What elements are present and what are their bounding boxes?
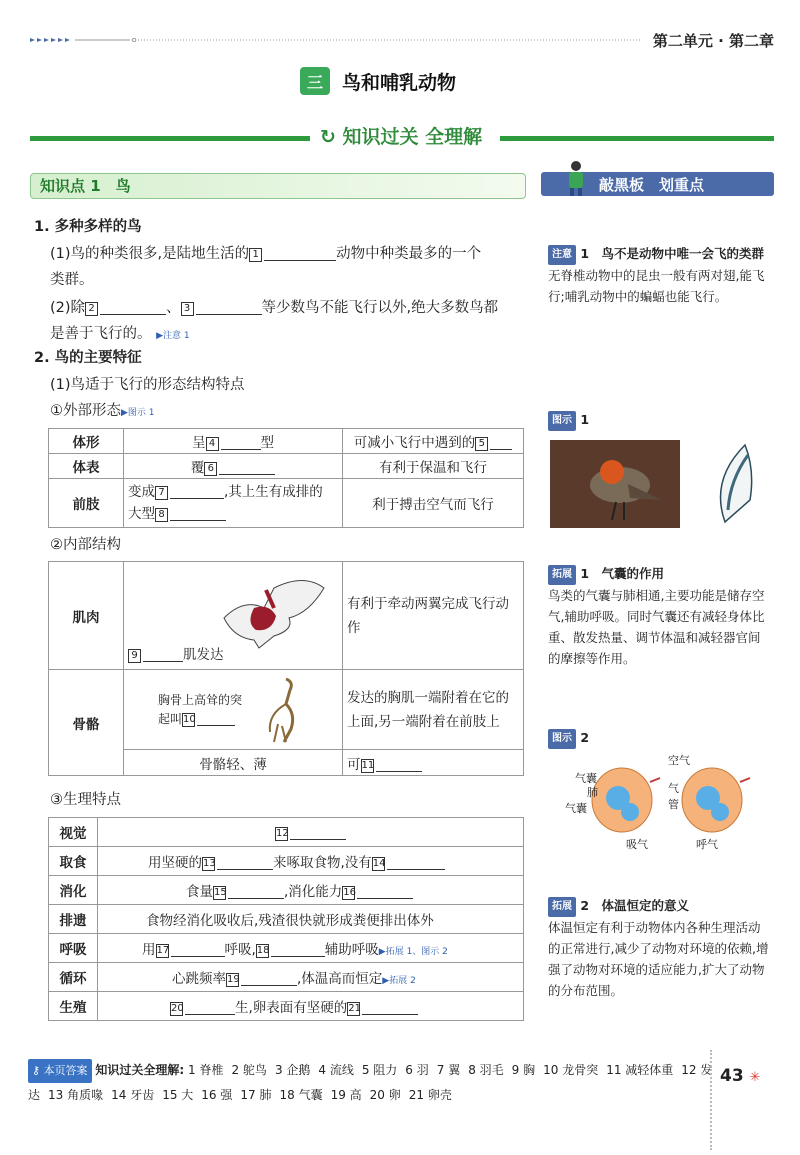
cell-text: 呈 <box>192 435 206 451</box>
label-lung: 肺 <box>587 786 598 799</box>
ext2-text: 体温恒定有利于动物体内各种生理活动的正常进行,减少了动物对环境的依赖,增强了动物对环境的适应能力,扩大了动物的分布范围。 <box>548 920 769 998</box>
table-row <box>49 847 524 876</box>
s1-text-f: 是善于飞行的。 <box>50 326 152 342</box>
answer-item: 3 企鹅 <box>274 1063 311 1077</box>
label-trachea-1: 气 <box>668 782 679 795</box>
answer-blank[interactable] <box>170 504 226 521</box>
row-header: 体形 <box>49 429 124 454</box>
table-cell <box>124 670 343 750</box>
ext1-text: 鸟类的气囊与肺相通,主要功能是储存空气,辅助呼吸。同时气囊还有减轻身体比重、散发热量、调节体温和减轻器官间的摩擦等作用。 <box>548 588 765 666</box>
banner-title-text: 知识过关 全理解 <box>342 126 483 148</box>
cell-text: 来啄取食物,没有 <box>273 855 372 871</box>
blank-num: 17 <box>156 945 170 956</box>
skeleton-label <box>158 692 242 728</box>
blank-num: 19 <box>227 974 240 985</box>
cell-text: 用 <box>142 942 156 958</box>
blank-num: 21 <box>348 1003 362 1014</box>
s1-line1 <box>50 241 481 267</box>
blank-num: 4 <box>206 437 219 451</box>
answer-item: 1 脊椎 <box>188 1063 224 1077</box>
answer-item: 20 卵 <box>369 1088 401 1102</box>
lesson-title-row <box>300 64 456 98</box>
robin-photo <box>550 440 768 530</box>
cell-text: 心跳频率 <box>172 971 226 987</box>
blank-num: 15 <box>214 887 227 898</box>
answer-item: 12 发达 <box>28 1063 713 1102</box>
sidebar-extension-1 <box>548 564 770 669</box>
s1-text-a: (1)鸟的种类很多,是陆地生活的 <box>50 246 250 262</box>
blank-num: 13 <box>203 858 216 869</box>
answer-item: 4 流线 <box>318 1063 354 1077</box>
table-cell: 发达的胸肌一端附着在它的上面,另一端附着在前肢上 <box>343 670 524 750</box>
row-header: 肌肉 <box>49 562 124 670</box>
answer-lead: 知识过关全理解: <box>95 1063 185 1077</box>
section2-title: 2. 鸟的主要特征 <box>34 350 142 366</box>
table-cell: 有利于保温和飞行 <box>343 454 524 479</box>
answer-tag-text: 本页答案 <box>43 1064 88 1077</box>
answer-blank[interactable] <box>221 433 261 450</box>
answer-item: 7 翼 <box>436 1063 461 1077</box>
s1-text-d: 、 <box>166 300 181 316</box>
answer-item: 15 大 <box>162 1088 194 1102</box>
note-tag: 注意 <box>548 245 576 265</box>
s2-int-title: ②内部结构 <box>50 537 121 553</box>
table-cell: 骨骼轻、薄 <box>124 750 343 776</box>
blank-num: 9 <box>128 649 141 663</box>
answer-item: 6 羽 <box>405 1063 429 1077</box>
table-cell <box>343 429 524 454</box>
table-cell <box>98 963 524 992</box>
answer-blank[interactable] <box>490 433 512 450</box>
banner-title <box>310 122 492 149</box>
table-row <box>49 818 524 847</box>
table-row <box>49 963 524 992</box>
table-row <box>49 876 524 905</box>
answer-item: 13 角质喙 <box>48 1088 104 1102</box>
cell-text: 呼吸, <box>224 942 256 958</box>
answer-key-tag <box>28 1059 92 1083</box>
figure1-label <box>548 410 589 431</box>
air-sac-diagram <box>560 752 760 852</box>
blank-num: 5 <box>475 437 488 451</box>
label-inhale: 吸气 <box>626 838 648 851</box>
answer-item: 10 龙骨突 <box>543 1063 599 1077</box>
banner-line-right <box>500 136 774 141</box>
note1-title-text: 1 鸟不是动物中唯一会飞的类群 <box>580 246 765 261</box>
table-cell <box>124 454 343 479</box>
ext1-title <box>548 564 770 585</box>
header-dots <box>30 38 640 42</box>
cell-text: 变成 <box>128 484 155 500</box>
cell-text: 胸骨上高耸的突 <box>158 693 243 707</box>
answer-blank[interactable] <box>217 853 273 870</box>
row-header: 前肢 <box>49 479 124 528</box>
answer-item: 8 羽毛 <box>468 1063 504 1077</box>
answer-blank[interactable] <box>271 940 325 957</box>
s1-text-e: 等少数鸟不能飞行以外,绝大多数鸟都 <box>261 300 499 316</box>
blank-num: 8 <box>155 508 168 522</box>
answer-blank[interactable] <box>100 298 166 315</box>
cell-text: 食量 <box>186 884 213 900</box>
cell-text: 型 <box>260 435 274 451</box>
muscle-label-row <box>128 643 338 663</box>
answer-item: 9 胸 <box>511 1063 536 1077</box>
answer-blank[interactable] <box>196 298 262 315</box>
section1-title: 1. 多种多样的鸟 <box>34 219 142 235</box>
cell-text: 可 <box>347 756 361 773</box>
note1-text: 无脊椎动物中的昆虫一般有两对翅,能飞行;哺乳动物中的蝙蝠也能飞行。 <box>548 268 765 304</box>
refresh-icon: ↻ <box>320 126 336 148</box>
table-cell <box>98 934 524 963</box>
sun-icon: ✳ <box>749 1070 761 1085</box>
blank-num: 3 <box>181 302 194 316</box>
ext2-title <box>548 896 770 917</box>
answer-item: 16 强 <box>201 1088 233 1102</box>
table-row <box>49 562 524 670</box>
answer-blank[interactable] <box>264 244 336 261</box>
table-cell: 食物经消化吸收后,残渣很快就形成粪便排出体外 <box>98 905 524 934</box>
blank-num: 16 <box>343 887 357 898</box>
blank-num: 11 <box>361 759 375 771</box>
table-row <box>49 992 524 1021</box>
label-trachea-2: 管 <box>668 798 679 811</box>
table-cell: 有利于牵动两翼完成飞行动作 <box>343 562 524 670</box>
blank-num: 7 <box>155 486 168 500</box>
table-cell <box>98 992 524 1021</box>
answer-item: 14 牙齿 <box>111 1088 155 1102</box>
label-air: 空气 <box>668 754 690 767</box>
figure-num: 2 <box>580 730 590 745</box>
answer-item: 11 减轻体重 <box>606 1063 674 1077</box>
row-header: 排遗 <box>49 905 98 934</box>
answer-item: 2 鸵鸟 <box>231 1063 267 1077</box>
blank-num: 18 <box>256 945 270 956</box>
answer-blank[interactable] <box>290 823 346 840</box>
answer-blank[interactable] <box>171 940 225 957</box>
row-header: 骨骼 <box>49 670 124 776</box>
key-icon: ⚷ <box>32 1064 41 1077</box>
blank-num: 1 <box>249 248 262 262</box>
cell-text: ,消化能力 <box>284 884 343 900</box>
lesson-badge: 三 <box>300 67 330 95</box>
table-cell <box>343 750 524 776</box>
ref-figure[interactable]: ▶图示 1 <box>121 408 155 418</box>
figure-num: 1 <box>580 412 590 427</box>
cell-text: 用坚硬的 <box>148 855 202 871</box>
row-header: 取食 <box>49 847 98 876</box>
external-morphology-table <box>48 428 524 528</box>
answer-blank[interactable] <box>197 709 235 726</box>
answer-key <box>28 1058 720 1107</box>
bird-skeleton-illustration <box>256 674 306 744</box>
row-header: 呼吸 <box>49 934 98 963</box>
table-cell <box>98 818 524 847</box>
cell-text: 辅助呼吸 <box>324 942 379 958</box>
table-row <box>49 670 524 750</box>
sidebar-note-1 <box>548 244 770 307</box>
table-cell <box>124 429 343 454</box>
figure-tag: 图示 <box>548 411 576 431</box>
answer-blank[interactable] <box>241 969 297 986</box>
row-header: 生殖 <box>49 992 98 1021</box>
table-cell <box>98 876 524 905</box>
note1-title <box>548 244 770 265</box>
row-header: 体表 <box>49 454 124 479</box>
extension-tag: 拓展 <box>548 565 576 585</box>
lesson-title: 鸟和哺乳动物 <box>342 71 457 94</box>
corner-divider <box>710 1050 713 1150</box>
table-row <box>49 429 524 454</box>
ext-title-text: ①外部形态 <box>50 403 121 419</box>
physiology-table <box>48 817 524 1021</box>
internal-structure-table <box>48 561 524 776</box>
cell-text: 可减小飞行中遇到的 <box>353 435 476 451</box>
cell-text: ,体温高而恒定 <box>297 971 383 987</box>
answer-blank[interactable] <box>228 882 284 899</box>
teacher-icon <box>565 160 587 196</box>
answer-item: 18 气囊 <box>279 1088 323 1102</box>
label-exhale: 呼气 <box>696 838 718 851</box>
banner-line-left <box>30 136 320 141</box>
cell-text: ,其上生有成排的 <box>224 484 323 500</box>
sidebar-extension-2 <box>548 896 770 1001</box>
cell-text: 覆 <box>190 460 205 476</box>
ref-note[interactable]: ▶注意 1 <box>156 331 190 341</box>
row-header: 消化 <box>49 876 98 905</box>
table-cell <box>124 479 343 528</box>
label-air-sac-2: 气囊 <box>565 802 587 815</box>
table-row <box>49 905 524 934</box>
page-number-text: 43 <box>720 1066 744 1086</box>
blank-num: 12 <box>276 828 289 839</box>
ext1-title-text: 1 气囊的作用 <box>580 566 665 581</box>
page-number <box>720 1066 761 1086</box>
s2-ext-title <box>50 398 155 426</box>
blank-num: 10 <box>183 714 196 725</box>
blank-num: 2 <box>85 302 98 316</box>
answer-item: 5 阻力 <box>361 1063 398 1077</box>
cell-text: 生,卵表面有坚硬的 <box>235 1000 348 1016</box>
extension-tag: 拓展 <box>548 897 576 917</box>
answer-blank[interactable] <box>362 998 418 1015</box>
s1-text-b: 动物中种类最多的一个 <box>336 246 482 262</box>
sidebar-header-text: 敲黑板 划重点 <box>599 175 705 194</box>
chapter-label: 第二单元 · 第二章 <box>652 32 774 50</box>
answer-blank[interactable] <box>170 482 224 499</box>
label-air-sac-1: 气囊 <box>575 772 597 785</box>
s1-line3 <box>50 295 498 321</box>
blank-num: 14 <box>372 858 386 869</box>
figure2-label <box>548 728 589 749</box>
knowledge-point-label: 知识点 1 鸟 <box>40 177 131 195</box>
answer-blank[interactable] <box>376 755 422 772</box>
answer-blank[interactable] <box>219 458 275 475</box>
row-header: 循环 <box>49 963 98 992</box>
cell-text: 大型 <box>128 506 155 522</box>
s1-text-c: (2)除 <box>50 300 86 316</box>
table-cell <box>124 562 343 670</box>
cell-text: 起叫 <box>158 712 183 726</box>
table-row <box>49 934 524 963</box>
s2-phys-title: ③生理特点 <box>50 792 121 808</box>
answer-blank[interactable] <box>357 882 413 899</box>
ref-extension[interactable]: ▶拓展 1、图示 2 <box>378 947 448 957</box>
table-cell: 利于搏击空气而飞行 <box>343 479 524 528</box>
blank-num: 20 <box>171 1003 184 1014</box>
s2-sub1: (1)鸟适于飞行的形态结构特点 <box>50 377 245 393</box>
row-header: 视觉 <box>49 818 98 847</box>
figure-tag: 图示 <box>548 729 576 749</box>
answer-item: 17 肺 <box>240 1088 272 1102</box>
table-row <box>49 454 524 479</box>
ext2-title-text: 2 体温恒定的意义 <box>580 898 690 913</box>
s1-line2: 类群。 <box>50 272 94 288</box>
answer-blank[interactable] <box>185 998 235 1015</box>
answer-item: 21 卵壳 <box>408 1088 452 1102</box>
cell-text: 肌发达 <box>183 647 224 663</box>
answer-blank[interactable] <box>143 645 183 662</box>
table-cell <box>98 847 524 876</box>
blank-num: 6 <box>204 462 217 476</box>
answer-item: 19 高 <box>330 1088 362 1102</box>
table-row <box>49 479 524 528</box>
answer-blank[interactable] <box>387 853 445 870</box>
ref-extension[interactable]: ▶拓展 2 <box>382 976 416 986</box>
